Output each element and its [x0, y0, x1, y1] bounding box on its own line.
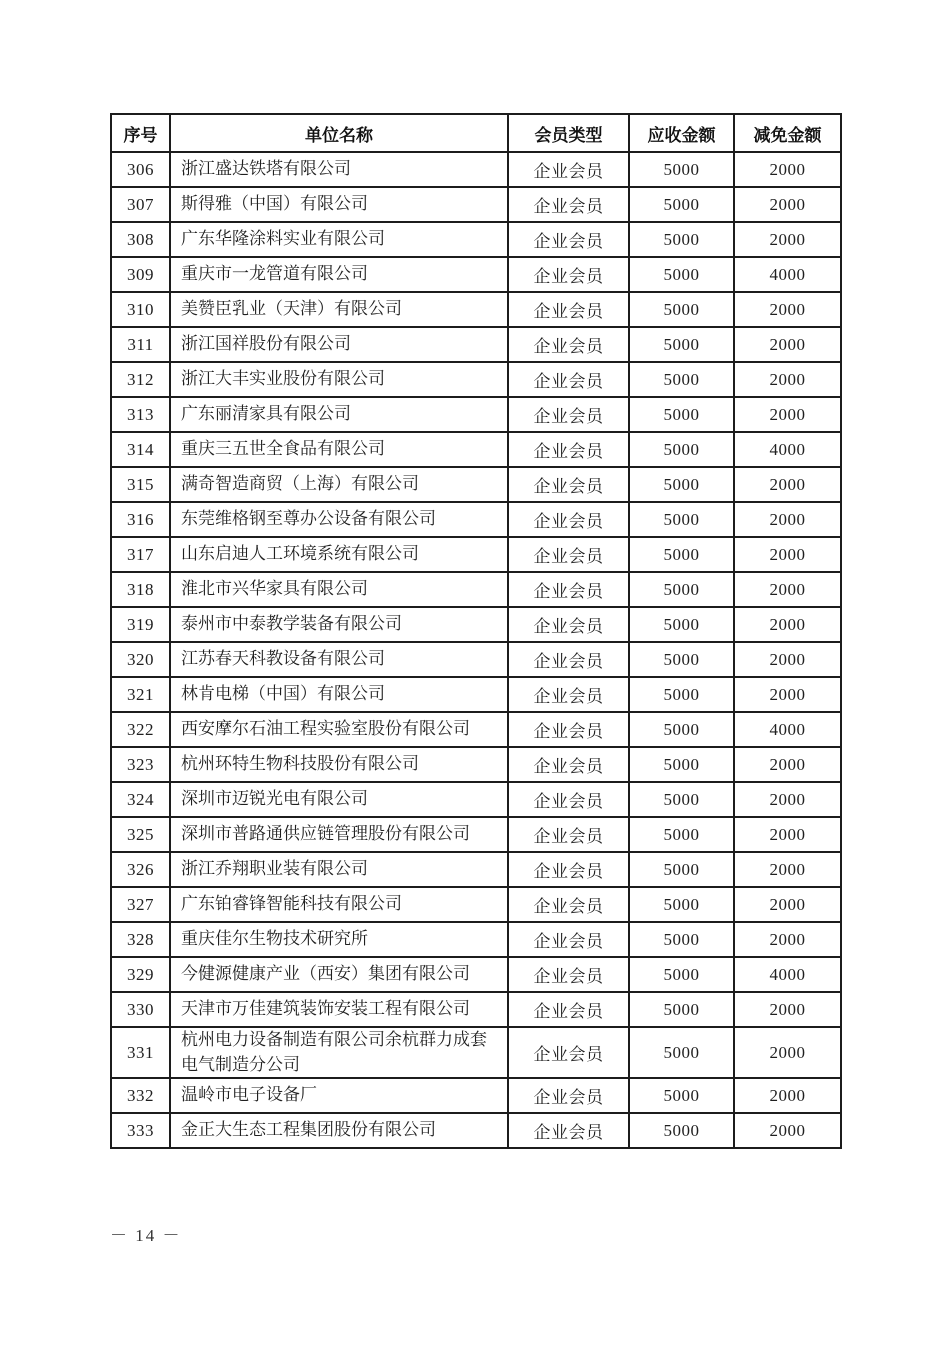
cell-index: 330	[111, 992, 170, 1027]
cell-name: 深圳市普路通供应链管理股份有限公司	[170, 817, 508, 852]
table-row	[111, 1027, 841, 1078]
cell-member_type: 企业会员	[508, 1078, 629, 1113]
cell-amount_reduced: 2000	[734, 327, 841, 362]
cell-name: 深圳市迈锐光电有限公司	[170, 782, 508, 817]
cell-member_type: 企业会员	[508, 922, 629, 957]
cell-amount_reduced: 2000	[734, 887, 841, 922]
cell-index: 322	[111, 712, 170, 747]
cell-amount_due: 5000	[629, 922, 734, 957]
cell-member_type: 企业会员	[508, 537, 629, 572]
column-header-amount_due: 应收金额	[629, 114, 734, 152]
cell-name: 重庆三五世全食品有限公司	[170, 432, 508, 467]
cell-index: 306	[111, 152, 170, 187]
cell-name: 林肯电梯（中国）有限公司	[170, 677, 508, 712]
cell-name: 杭州环特生物科技股份有限公司	[170, 747, 508, 782]
cell-name: 浙江国祥股份有限公司	[170, 327, 508, 362]
column-header-name: 单位名称	[170, 114, 508, 152]
cell-amount_reduced: 4000	[734, 432, 841, 467]
cell-index: 319	[111, 607, 170, 642]
table-row	[111, 537, 841, 572]
table-row	[111, 607, 841, 642]
cell-name: 广东丽清家具有限公司	[170, 397, 508, 432]
table-row	[111, 922, 841, 957]
cell-amount_reduced: 4000	[734, 957, 841, 992]
cell-member_type: 企业会员	[508, 957, 629, 992]
cell-member_type: 企业会员	[508, 292, 629, 327]
cell-index: 315	[111, 467, 170, 502]
cell-member_type: 企业会员	[508, 152, 629, 187]
cell-amount_due: 5000	[629, 782, 734, 817]
cell-name: 浙江大丰实业股份有限公司	[170, 362, 508, 397]
cell-amount_reduced: 2000	[734, 362, 841, 397]
cell-member_type: 企业会员	[508, 992, 629, 1027]
cell-amount_due: 5000	[629, 152, 734, 187]
cell-amount_due: 5000	[629, 852, 734, 887]
cell-amount_reduced: 2000	[734, 1113, 841, 1148]
cell-amount_due: 5000	[629, 747, 734, 782]
header-row	[111, 114, 841, 152]
cell-member_type: 企业会员	[508, 432, 629, 467]
cell-amount_reduced: 2000	[734, 607, 841, 642]
cell-index: 307	[111, 187, 170, 222]
cell-amount_due: 5000	[629, 642, 734, 677]
cell-index: 325	[111, 817, 170, 852]
cell-member_type: 企业会员	[508, 502, 629, 537]
cell-amount_reduced: 2000	[734, 572, 841, 607]
cell-name: 东莞维格钢至尊办公设备有限公司	[170, 502, 508, 537]
cell-member_type: 企业会员	[508, 817, 629, 852]
table-row	[111, 852, 841, 887]
cell-index: 310	[111, 292, 170, 327]
cell-amount_reduced: 2000	[734, 782, 841, 817]
cell-name: 美赞臣乳业（天津）有限公司	[170, 292, 508, 327]
cell-amount_due: 5000	[629, 502, 734, 537]
table-row	[111, 327, 841, 362]
cell-member_type: 企业会员	[508, 642, 629, 677]
table-row	[111, 502, 841, 537]
cell-name: 浙江盛达铁塔有限公司	[170, 152, 508, 187]
table-row	[111, 887, 841, 922]
table-row	[111, 222, 841, 257]
table-body	[111, 152, 841, 1148]
cell-name: 重庆市一龙管道有限公司	[170, 257, 508, 292]
cell-name: 浙江乔翔职业装有限公司	[170, 852, 508, 887]
cell-amount_due: 5000	[629, 1113, 734, 1148]
cell-name: 满奇智造商贸（上海）有限公司	[170, 467, 508, 502]
cell-index: 316	[111, 502, 170, 537]
table-row	[111, 257, 841, 292]
cell-amount_reduced: 2000	[734, 747, 841, 782]
cell-amount_reduced: 2000	[734, 852, 841, 887]
cell-member_type: 企业会员	[508, 1113, 629, 1148]
cell-amount_due: 5000	[629, 187, 734, 222]
table-row	[111, 362, 841, 397]
cell-name: 金正大生态工程集团股份有限公司	[170, 1113, 508, 1148]
cell-member_type: 企业会员	[508, 747, 629, 782]
cell-member_type: 企业会员	[508, 607, 629, 642]
cell-name: 重庆佳尔生物技术研究所	[170, 922, 508, 957]
cell-amount_reduced: 2000	[734, 502, 841, 537]
cell-member_type: 企业会员	[508, 1027, 629, 1078]
cell-name: 西安摩尔石油工程实验室股份有限公司	[170, 712, 508, 747]
cell-name: 斯得雅（中国）有限公司	[170, 187, 508, 222]
cell-amount_due: 5000	[629, 957, 734, 992]
cell-amount_due: 5000	[629, 362, 734, 397]
cell-member_type: 企业会员	[508, 677, 629, 712]
cell-index: 320	[111, 642, 170, 677]
cell-amount_reduced: 2000	[734, 152, 841, 187]
membership-fee-table	[110, 113, 842, 1149]
cell-name: 广东铂睿锋智能科技有限公司	[170, 887, 508, 922]
cell-index: 326	[111, 852, 170, 887]
cell-amount_reduced: 4000	[734, 257, 841, 292]
table-row	[111, 712, 841, 747]
cell-amount_reduced: 2000	[734, 292, 841, 327]
cell-amount_reduced: 2000	[734, 467, 841, 502]
cell-member_type: 企业会员	[508, 467, 629, 502]
cell-amount_reduced: 2000	[734, 222, 841, 257]
cell-index: 327	[111, 887, 170, 922]
cell-member_type: 企业会员	[508, 187, 629, 222]
cell-name: 温岭市电子设备厂	[170, 1078, 508, 1113]
cell-amount_reduced: 2000	[734, 677, 841, 712]
table-row	[111, 747, 841, 782]
cell-amount_reduced: 2000	[734, 642, 841, 677]
cell-amount_due: 5000	[629, 887, 734, 922]
cell-index: 333	[111, 1113, 170, 1148]
cell-amount_due: 5000	[629, 712, 734, 747]
cell-name: 山东启迪人工环境系统有限公司	[170, 537, 508, 572]
cell-amount_due: 5000	[629, 222, 734, 257]
table-row	[111, 467, 841, 502]
table-row	[111, 432, 841, 467]
cell-amount_reduced: 2000	[734, 922, 841, 957]
cell-name: 淮北市兴华家具有限公司	[170, 572, 508, 607]
table-row	[111, 1113, 841, 1148]
table-row	[111, 187, 841, 222]
cell-index: 312	[111, 362, 170, 397]
cell-name: 今健源健康产业（西安）集团有限公司	[170, 957, 508, 992]
cell-amount_due: 5000	[629, 992, 734, 1027]
cell-amount_due: 5000	[629, 1078, 734, 1113]
cell-amount_due: 5000	[629, 257, 734, 292]
cell-member_type: 企业会员	[508, 327, 629, 362]
cell-member_type: 企业会员	[508, 397, 629, 432]
table-row	[111, 992, 841, 1027]
cell-index: 308	[111, 222, 170, 257]
cell-index: 317	[111, 537, 170, 572]
cell-index: 324	[111, 782, 170, 817]
cell-amount_due: 5000	[629, 607, 734, 642]
cell-amount_due: 5000	[629, 817, 734, 852]
cell-index: 318	[111, 572, 170, 607]
cell-amount_reduced: 2000	[734, 397, 841, 432]
cell-index: 313	[111, 397, 170, 432]
cell-index: 309	[111, 257, 170, 292]
cell-amount_reduced: 2000	[734, 992, 841, 1027]
cell-amount_due: 5000	[629, 1027, 734, 1078]
cell-amount_reduced: 2000	[734, 537, 841, 572]
cell-index: 314	[111, 432, 170, 467]
cell-amount_due: 5000	[629, 677, 734, 712]
cell-amount_due: 5000	[629, 537, 734, 572]
table-row	[111, 572, 841, 607]
cell-amount_due: 5000	[629, 397, 734, 432]
cell-name: 广东华隆涂料实业有限公司	[170, 222, 508, 257]
table-row	[111, 677, 841, 712]
cell-member_type: 企业会员	[508, 257, 629, 292]
table-row	[111, 642, 841, 677]
cell-amount_due: 5000	[629, 572, 734, 607]
cell-amount_reduced: 4000	[734, 712, 841, 747]
cell-index: 311	[111, 327, 170, 362]
cell-index: 331	[111, 1027, 170, 1078]
column-header-member_type: 会员类型	[508, 114, 629, 152]
cell-amount_due: 5000	[629, 467, 734, 502]
cell-index: 332	[111, 1078, 170, 1113]
cell-member_type: 企业会员	[508, 712, 629, 747]
cell-name: 江苏春天科教设备有限公司	[170, 642, 508, 677]
table-row	[111, 957, 841, 992]
cell-name: 泰州市中泰教学装备有限公司	[170, 607, 508, 642]
cell-amount_due: 5000	[629, 327, 734, 362]
table-row	[111, 397, 841, 432]
cell-name: 杭州电力设备制造有限公司余杭群力成套电气制造分公司	[170, 1027, 508, 1078]
cell-member_type: 企业会员	[508, 852, 629, 887]
cell-name: 天津市万佳建筑装饰安装工程有限公司	[170, 992, 508, 1027]
cell-member_type: 企业会员	[508, 887, 629, 922]
cell-index: 328	[111, 922, 170, 957]
cell-amount_due: 5000	[629, 432, 734, 467]
cell-amount_reduced: 2000	[734, 817, 841, 852]
table-header	[111, 114, 841, 152]
table-row	[111, 292, 841, 327]
table-row	[111, 152, 841, 187]
cell-amount_due: 5000	[629, 292, 734, 327]
cell-index: 329	[111, 957, 170, 992]
page-number: － 14 －	[110, 1226, 182, 1245]
cell-member_type: 企业会员	[508, 782, 629, 817]
cell-amount_reduced: 2000	[734, 1027, 841, 1078]
cell-amount_reduced: 2000	[734, 187, 841, 222]
cell-amount_reduced: 2000	[734, 1078, 841, 1113]
cell-index: 321	[111, 677, 170, 712]
table-row	[111, 782, 841, 817]
table-row	[111, 1078, 841, 1113]
column-header-index: 序号	[111, 114, 170, 152]
cell-member_type: 企业会员	[508, 362, 629, 397]
cell-index: 323	[111, 747, 170, 782]
cell-member_type: 企业会员	[508, 572, 629, 607]
cell-member_type: 企业会员	[508, 222, 629, 257]
table-row	[111, 817, 841, 852]
column-header-amount_reduced: 减免金额	[734, 114, 841, 152]
